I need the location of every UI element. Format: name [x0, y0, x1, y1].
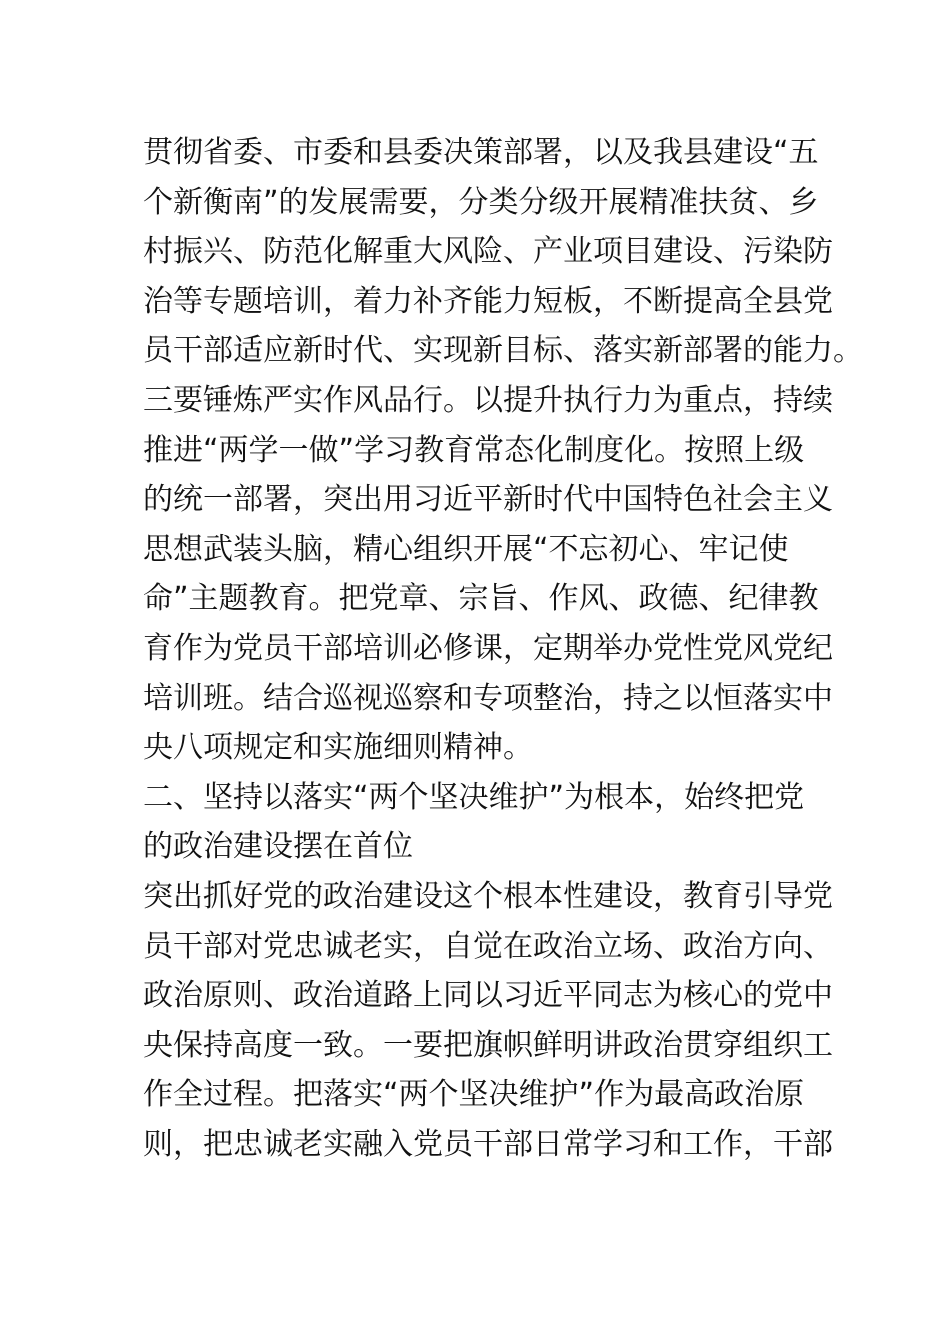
text-line: 员干部对党忠诚老实，自觉在政治立场、政治方向、: [143, 928, 833, 964]
text-line: 育作为党员干部培训必修课，定期举办党性党风党纪: [143, 630, 833, 666]
text-line: 员干部适应新时代、实现新目标、落实新部署的能力。: [143, 333, 863, 369]
text-line: 个新衡南”的发展需要，分类分级开展精准扶贫、乡: [143, 184, 819, 220]
text-line: 推进“两学一做”学习教育常态化制度化。按照上级: [143, 432, 805, 468]
section-heading-line: 的政治建设摆在首位: [143, 829, 413, 865]
text-line: 政治原则、政治道路上同以习近平同志为核心的党中: [143, 978, 833, 1014]
text-line: 思想武装头脑，精心组织开展“不忘初心、牢记使: [143, 531, 789, 567]
text-line: 三要锤炼严实作风品行。以提升执行力为重点，持续: [143, 382, 833, 418]
text-line: 的统一部署，突出用习近平新时代中国特色社会主义: [143, 482, 833, 518]
body-text: [143, 128, 863, 1169]
section-heading-line: 二、坚持以落实“两个坚决维护”为根本，始终把党: [143, 779, 805, 815]
text-line: 命”主题教育。把党章、宗旨、作风、政德、纪律教: [143, 581, 819, 617]
text-line: 贯彻省委、市委和县委决策部署，以及我县建设“五: [143, 135, 819, 170]
text-line: 培训班。结合巡视巡察和专项整治，持之以恒落实中: [143, 680, 833, 716]
text-line: 突出抓好党的政治建设这个根本性建设，教育引导党: [143, 878, 833, 914]
text-line: 央保持高度一致。一要把旗帜鲜明讲政治贯穿组织工: [143, 1027, 833, 1063]
text-line: 央八项规定和实施细则精神。: [143, 730, 533, 766]
text-line: 村振兴、防范化解重大风险、产业项目建设、污染防: [143, 234, 833, 270]
text-line: 则，把忠诚老实融入党员干部日常学习和工作，干部: [143, 1126, 833, 1162]
text-line: 作全过程。把落实“两个坚决维护”作为最高政治原: [143, 1077, 805, 1113]
text-line: 治等专题培训，着力补齐能力短板，不断提高全县党: [143, 283, 833, 319]
